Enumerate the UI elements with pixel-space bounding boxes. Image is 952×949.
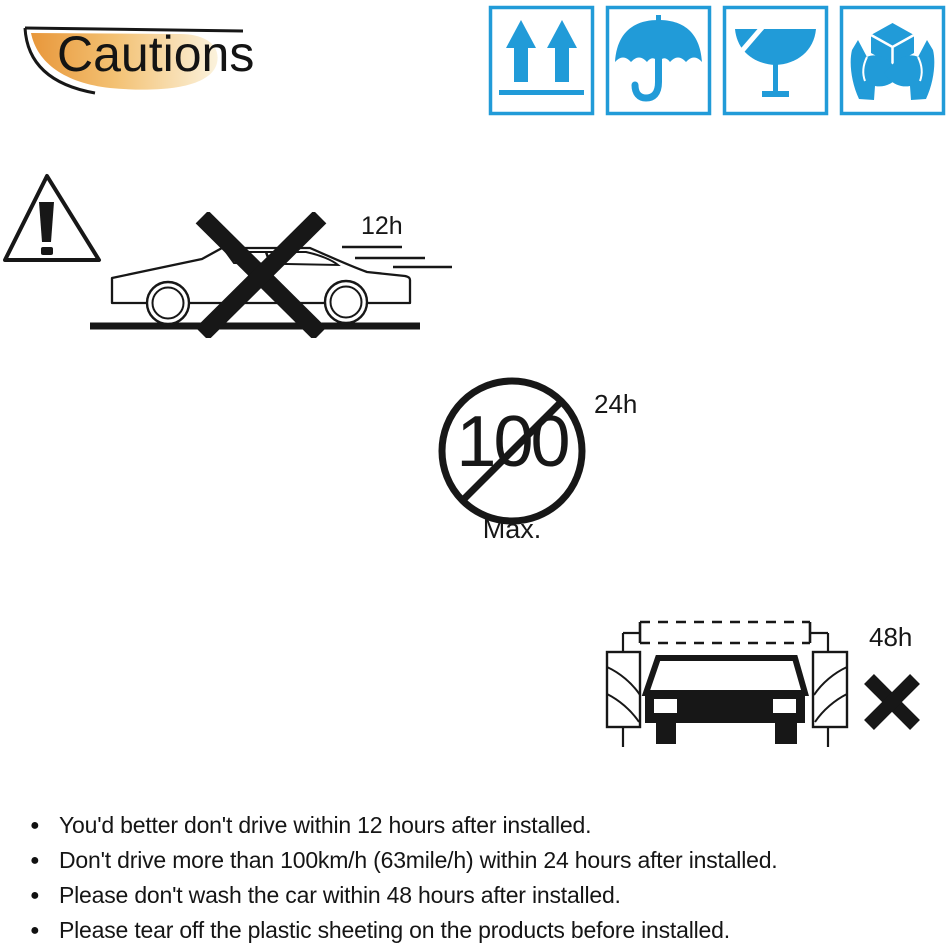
this-side-up-icon	[488, 5, 595, 116]
caution-item	[30, 917, 945, 944]
fragile-icon	[722, 5, 829, 116]
left-brush	[607, 633, 640, 747]
bullet-icon: ●	[30, 851, 40, 869]
caution-text: Please don't wash the car within 48 hours after installed.	[59, 882, 621, 908]
speed-limit-value: 100	[456, 402, 568, 482]
caution-text: Don't drive more than 100km/h (63mile/h) within 24 hours after installed.	[59, 847, 778, 873]
warning-triangle-icon	[2, 170, 102, 265]
caution-item	[30, 882, 945, 909]
right-brush	[810, 633, 847, 747]
cross-mark-icon	[860, 670, 924, 734]
car-front-view	[645, 658, 805, 744]
car-wash-illustration	[598, 612, 868, 767]
speed-lines	[342, 247, 452, 267]
handle-with-care-icon	[839, 5, 946, 116]
speed-duration-label: 24h	[594, 389, 638, 419]
caution-text: Please tear off the plastic sheeting on the products before installed.	[59, 917, 730, 943]
caution-item	[30, 847, 945, 874]
left-headlight	[654, 699, 677, 713]
bullet-icon: ●	[30, 886, 40, 904]
no-drive-duration-label: 12h	[361, 212, 403, 240]
bullet-icon: ●	[30, 921, 40, 939]
keep-dry-icon	[605, 5, 712, 116]
right-wheel	[775, 723, 797, 744]
bullet-icon: ●	[30, 816, 40, 834]
no-wash-duration-label: 48h	[869, 622, 913, 652]
roller-brush	[640, 622, 810, 643]
packaging-icons	[488, 5, 946, 116]
right-headlight	[773, 699, 796, 713]
left-wheel	[656, 723, 676, 744]
speed-max-label: Max.	[482, 514, 542, 544]
cautions-list	[30, 812, 945, 949]
page-title: Cautions	[57, 26, 255, 82]
caution-text: You'd better don't drive within 12 hours after installed.	[59, 812, 592, 838]
caution-item	[30, 812, 945, 839]
